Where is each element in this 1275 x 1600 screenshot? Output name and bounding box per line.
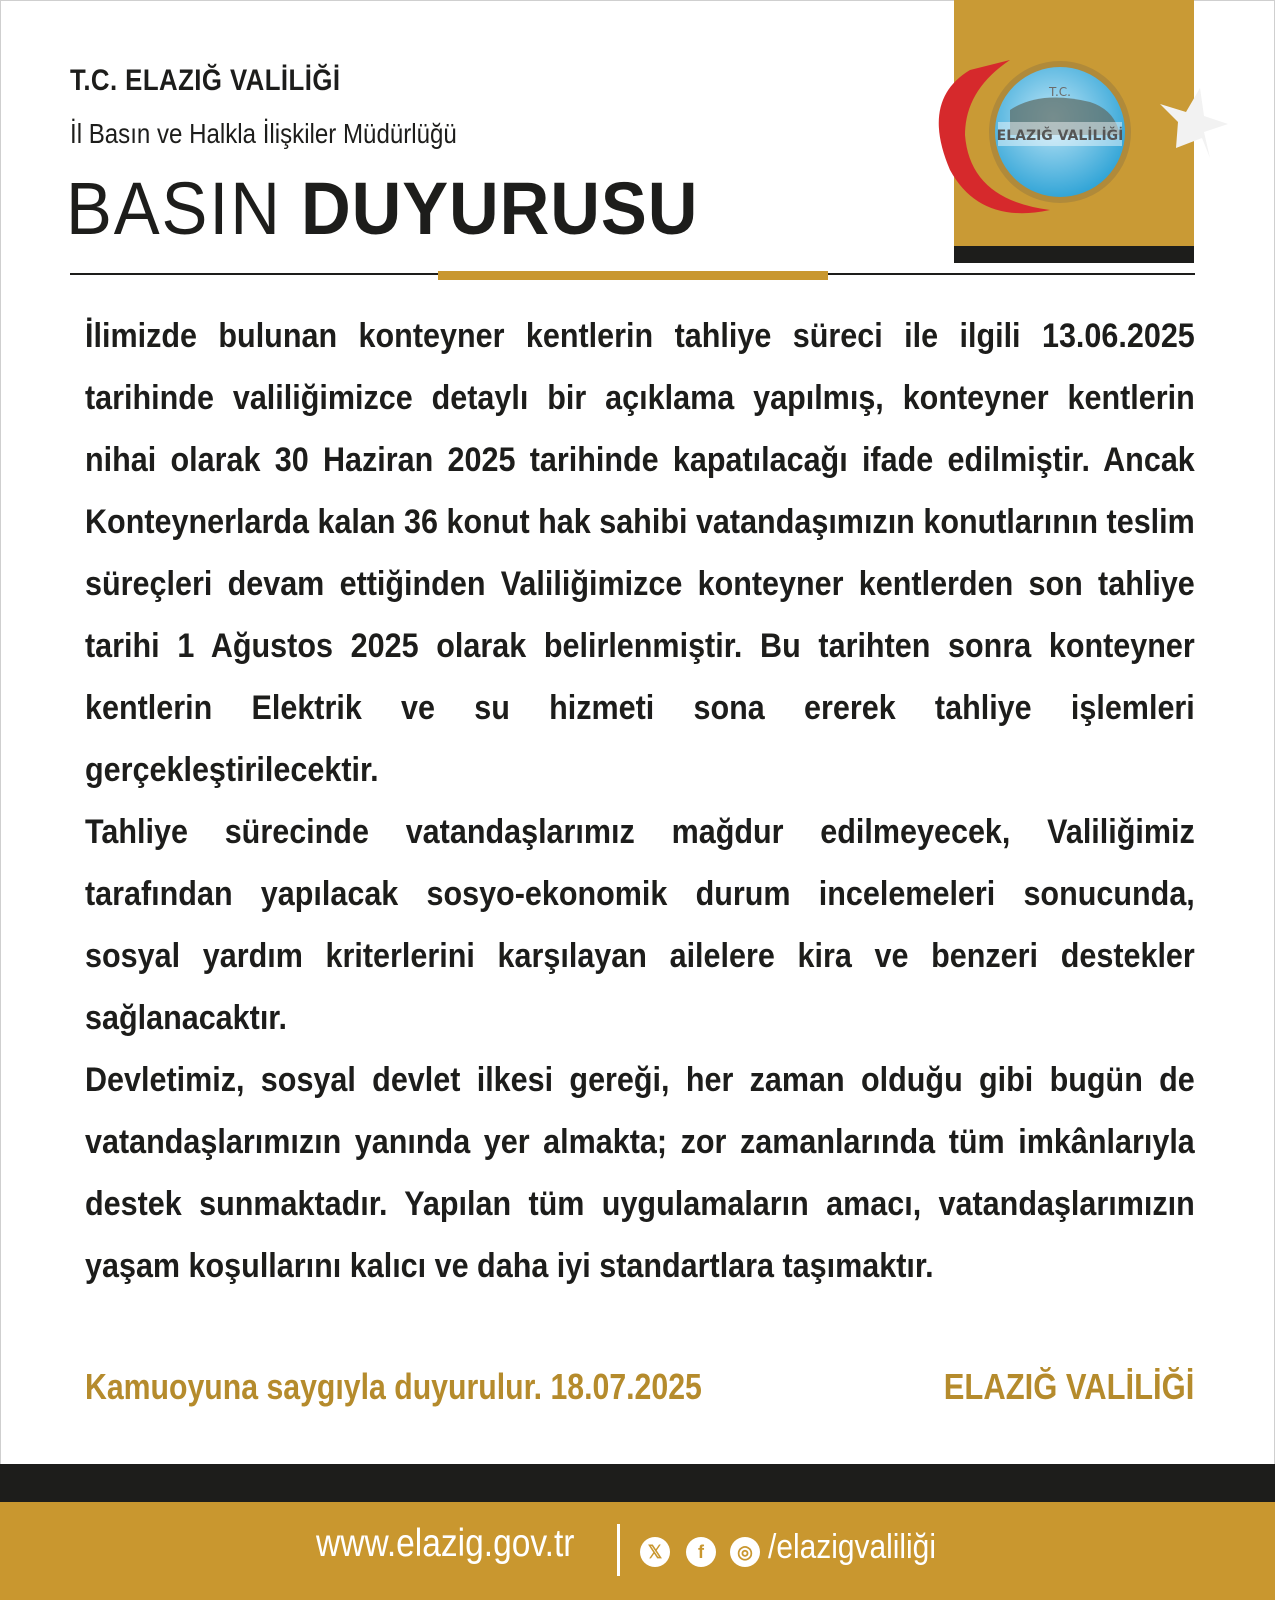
footer-band bbox=[0, 1502, 1275, 1600]
body-paragraph: İlimizde bulunan konteyner kentlerin tahliye süreci ile ilgili 13.06.2025 tarihinde valiliğimizce detaylı bir açıklama yapılmış, konteyner kentlerin nihai olarak 30 Haziran 2025 tarihinde kapatılacağı ifade edilmiştir. Ancak Konteynerlarda kalan 36 konut hak sahibi vatandaşımızın konutlarının teslim süreçleri devam ettiğinden Valiliğimizce konteyner kentlerden son tahliye tarihi 1 Ağustos 2025 olarak belirlenmiştir. Bu tarihten sonra konteyner kentlerin Elektrik ve su hizmeti sona ererek tahliye işlemleri gerçekleştirilecektir. bbox=[85, 317, 1195, 789]
announcement-body bbox=[85, 305, 1195, 1297]
footer-separator bbox=[617, 1524, 620, 1576]
body-paragraph: Devletimiz, sosyal devlet ilkesi gereği, her zaman olduğu gibi bugün de vatandaşlarımızın yanında yer almakta; zor zamanlarında tüm imkânlarıyla destek sunmaktadır. Yapılan tüm uygulamaların amacı, vatandaşlarımızın yaşam koşullarını kalıcı ve daha iyi standartlara taşımaktır. bbox=[85, 1061, 1195, 1285]
social-handle[interactable]: /elazigvaliliği bbox=[768, 1528, 936, 1566]
signature: ELAZIĞ VALİLİĞİ bbox=[943, 1366, 1194, 1407]
svg-text:T.C.: T.C. bbox=[1049, 85, 1071, 99]
header-accent-bar bbox=[438, 271, 828, 280]
instagram-icon[interactable]: ◎ bbox=[730, 1537, 760, 1567]
body-paragraph: Tahliye sürecinde vatandaşlarımız mağdur edilmeyecek, Valiliğimiz tarafından yapılacak sosyo-ekonomik durum incelemeleri sonucunda, sosyal yardım kriterlerini karşılayan ailelere kira ve benzeri destekler sağlanacaktır. bbox=[85, 813, 1195, 1037]
website-link[interactable]: www.elazig.gov.tr bbox=[316, 1522, 575, 1565]
title-light: BASIN bbox=[66, 167, 282, 250]
x-icon[interactable]: 𝕏 bbox=[640, 1537, 670, 1567]
department-name: İl Basın ve Halkla İlişkiler Müdürlüğü bbox=[70, 118, 457, 149]
organization-name: T.C. ELAZIĞ VALİLİĞİ bbox=[70, 64, 341, 97]
closing-statement: Kamuoyuna saygıyla duyurulur. 18.07.2025 bbox=[85, 1366, 702, 1407]
footer-dark-band bbox=[0, 1464, 1275, 1502]
title-bold: DUYURUSU bbox=[300, 167, 699, 250]
svg-text:ELAZIĞ VALİLİĞİ: ELAZIĞ VALİLİĞİ bbox=[996, 128, 1124, 144]
governorship-logo bbox=[910, 40, 1230, 230]
page-title bbox=[66, 167, 699, 250]
star-icon bbox=[1160, 88, 1228, 158]
facebook-icon[interactable]: f bbox=[686, 1537, 716, 1567]
logo-underline bbox=[954, 246, 1194, 263]
